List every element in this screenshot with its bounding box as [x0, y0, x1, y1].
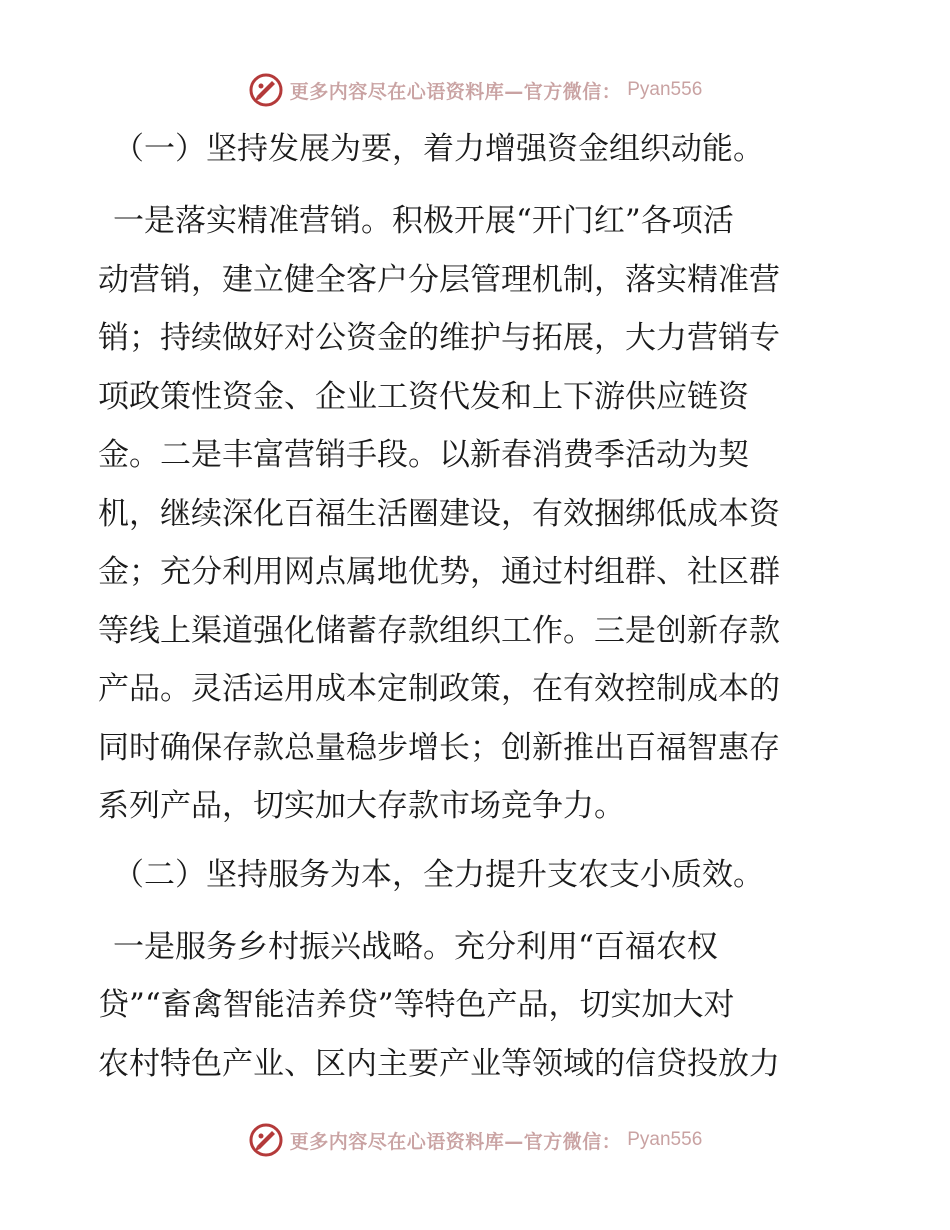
watermark-text: 更多内容尽在心语资料库—官方微信： [289, 80, 622, 103]
watermark-wechat-id: Pyan556 [627, 79, 703, 100]
document-body [98, 120, 858, 1103]
paragraph-line: 同时确保存款总量稳步增长；创新推出百福智惠存 [98, 729, 780, 766]
paragraph-line: 农村特色产业、区内主要产业等领域的信贷投放力 [98, 1045, 780, 1082]
paragraph-line: 一是服务乡村振兴战略。充分利用“百福农权 [113, 928, 718, 965]
paragraph-line: 系列产品，切实加大存款市场竞争力。 [98, 788, 625, 824]
watermark-text: 更多内容尽在心语资料库—官方微信： [289, 1130, 622, 1153]
footer-watermark [0, 1120, 950, 1160]
paragraph-line: 机，继续深化百福生活圈建设，有效捆绑低成本资 [98, 495, 780, 532]
paragraph-line: 销；持续做好对公资金的维护与拓展，大力营销专 [98, 320, 780, 356]
paragraph-line: 金；充分利用网点属地优势，通过村组群、社区群 [98, 554, 780, 590]
watermark-logo-icon [248, 1122, 284, 1158]
section-heading-1: （一）坚持发展为要，着力增强资金组织动能。 [113, 131, 764, 167]
paragraph-line: 一是落实精准营销。积极开展“开门红”各项活 [113, 203, 734, 239]
watermark-logo-icon [248, 72, 284, 108]
paragraph-line: 贷”“畜禽智能洁养贷”等特色产品，切实加大对 [98, 987, 735, 1023]
paragraph-line: 金。二是丰富营销手段。以新春消费季活动为契 [98, 437, 749, 473]
section-heading-2: （二）坚持服务为本，全力提升支农支小质效。 [113, 856, 764, 893]
paragraph-line: 动营销，建立健全客户分层管理机制，落实精准营 [98, 261, 780, 298]
paragraph-line: 产品。灵活运用成本定制政策，在有效控制成本的 [98, 671, 780, 707]
watermark-wechat-id: Pyan556 [627, 1129, 703, 1150]
header-watermark [0, 70, 950, 110]
section-paragraph-2 [98, 918, 858, 1094]
section-paragraph-1 [98, 192, 858, 836]
paragraph-line: 项政策性资金、企业工资代发和上下游供应链资 [98, 378, 749, 415]
paragraph-line: 等线上渠道强化储蓄存款组织工作。三是创新存款 [98, 612, 780, 649]
